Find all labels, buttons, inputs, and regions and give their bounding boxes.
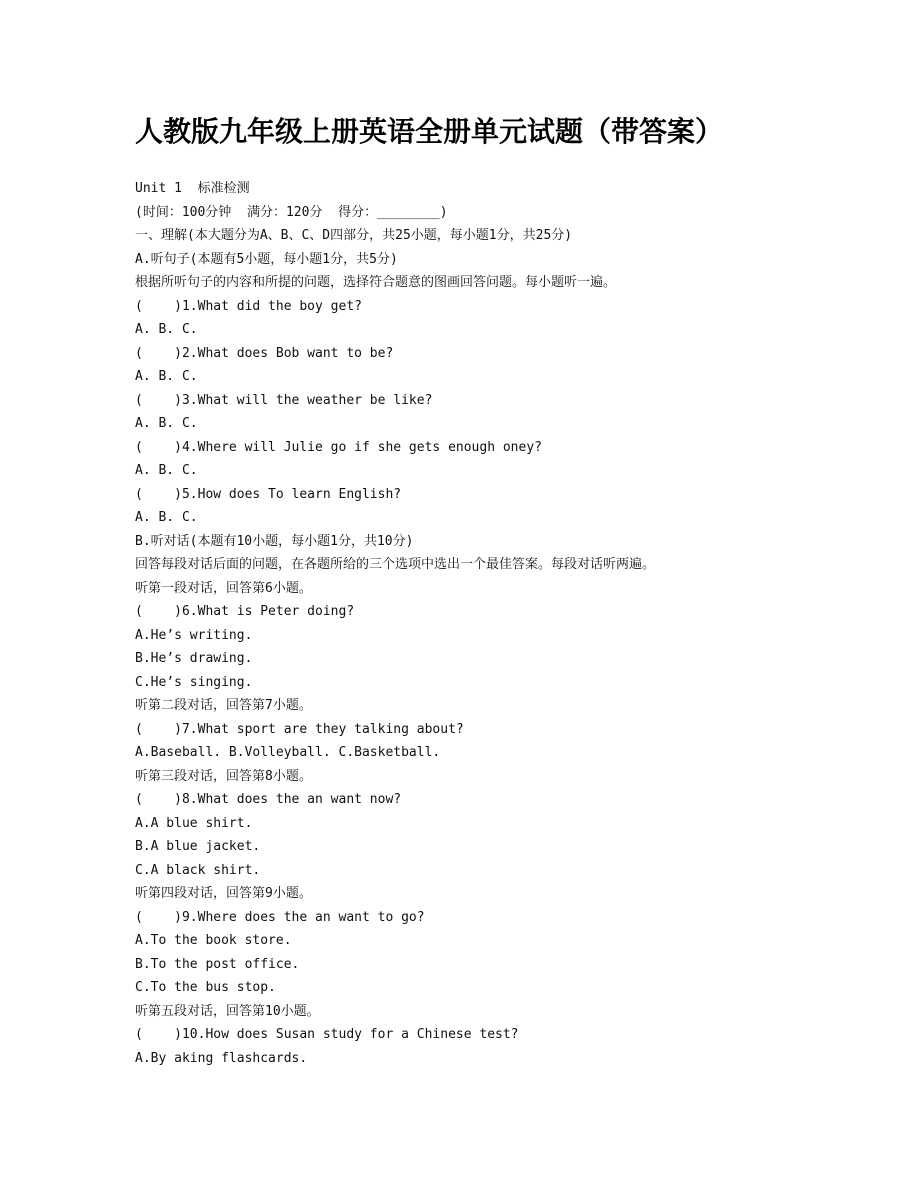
question-line: ( )5.How does To learn English?	[135, 486, 402, 502]
dialogue-heading: 听第五段对话，回答第10小题。	[135, 1003, 320, 1019]
part-heading: B.听对话(本题有10小题，每小题1分，共10分)	[135, 533, 414, 549]
exam-info-line: (时间：100分钟 满分：120分 得分：________)	[135, 204, 448, 220]
question-line: ( )7.What sport are they talking about?	[135, 721, 464, 737]
question-line: ( )2.What does Bob want to be?	[135, 345, 394, 361]
option-line: B.To the post office.	[135, 956, 300, 972]
option-line: B.A blue jacket.	[135, 839, 261, 854]
option-line: A. B. C.	[135, 322, 198, 337]
option-line: A. B. C.	[135, 510, 198, 525]
question-line: ( )10.How does Susan study for a Chinese test?	[135, 1027, 519, 1042]
instruction-text: 回答每段对话后面的问题，在各题所给的三个选项中选出一个最佳答案。每段对话听两遍。	[135, 557, 656, 572]
question-line: ( )8.What does the an want now?	[135, 792, 402, 807]
question-line: ( )1.What did the boy get?	[135, 298, 362, 314]
instruction-text: 根据所听句子的内容和所提的问题，选择符合题意的图画回答问题。每小题听一遍。	[135, 275, 617, 290]
option-line: B.He’s drawing.	[135, 651, 253, 666]
dialogue-heading: 听第二段对话，回答第7小题。	[135, 698, 312, 713]
dialogue-heading: 听第四段对话，回答第9小题。	[135, 886, 312, 901]
option-line: C.To the bus stop.	[135, 980, 276, 995]
option-line: C.He’s singing.	[135, 674, 253, 690]
document-body	[135, 177, 895, 1070]
dialogue-heading: 听第一段对话，回答第6小题。	[135, 580, 312, 596]
part-heading: A.听句子(本题有5小题，每小题1分，共5分)	[135, 251, 398, 267]
option-line: C.A black shirt.	[135, 862, 261, 878]
dialogue-heading: 听第三段对话，回答第8小题。	[135, 768, 312, 784]
question-line: ( )3.What will the weather be like?	[135, 392, 433, 408]
option-line: A. B. C.	[135, 463, 198, 478]
option-line: A.A blue shirt.	[135, 815, 253, 831]
option-line: A. B. C.	[135, 369, 198, 384]
section-heading: 一、理解(本大题分为A、B、C、D四部分，共25小题，每小题1分，共25分)	[135, 228, 573, 243]
question-line: ( )6.What is Peter doing?	[135, 604, 355, 619]
unit-heading: Unit 1 标准检测	[135, 181, 250, 196]
question-line: ( )9.Where does the an want to go?	[135, 909, 425, 925]
option-line: A.By aking flashcards.	[135, 1050, 308, 1066]
option-line: A.To the book store.	[135, 933, 292, 948]
option-line: A. B. C.	[135, 416, 198, 431]
question-line: ( )4.Where will Julie go if she gets enough oney?	[135, 439, 542, 455]
option-line: A.He’s writing.	[135, 627, 253, 643]
document-title: 人教版九年级上册英语全册单元试题（带答案）	[135, 115, 724, 148]
option-line: A.Baseball. B.Volleyball. C.Basketball.	[135, 745, 441, 760]
